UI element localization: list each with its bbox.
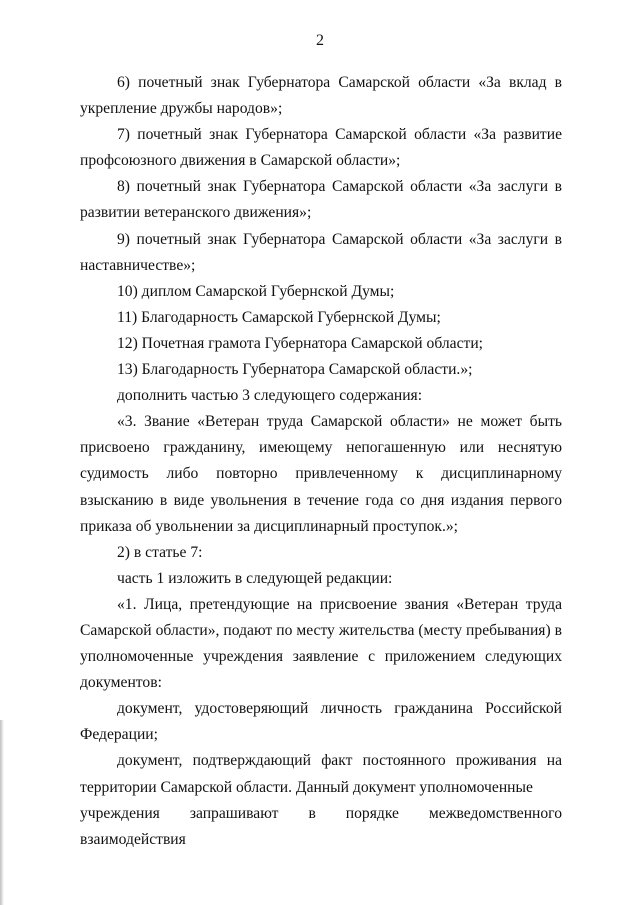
paragraph-item-6: 6) почетный знак Губернатора Самарской области «За вклад в укрепление дружбы народов»; bbox=[80, 74, 562, 118]
paragraph-item-13: 13) Благодарность Губернатора Самарской области.»; bbox=[117, 361, 473, 379]
part-1-text: «1. Лица, претендующие на присвоение звания «Ветеран труда Самарской области», подают по месту жительства (месту пребывания) в уполномоченные учреждения заявление с приложением следующих документов: bbox=[80, 595, 562, 692]
document-identity: документ, удостоверяющий личность гражданина Российской Федерации; bbox=[80, 700, 562, 744]
document-body bbox=[80, 70, 562, 853]
document-residence: документ, подтверждающий факт постоянного проживания на территории Самарской области. Данный документ уполномоченные bbox=[80, 752, 562, 796]
paragraph-item-10: 10) диплом Самарской Губернской Думы; bbox=[117, 282, 395, 300]
page-number: 2 bbox=[316, 32, 324, 49]
amendment-instruction-part-1: часть 1 изложить в следующей редакции: bbox=[117, 569, 393, 587]
paragraph-item-9: 9) почетный знак Губернатора Самарской области «За заслуги в наставничестве»; bbox=[80, 230, 562, 274]
article-7-heading: 2) в статье 7: bbox=[117, 543, 203, 561]
paragraph-item-8: 8) почетный знак Губернатора Самарской области «За заслуги в развитии ветеранского движения»; bbox=[80, 178, 562, 222]
part-3-text: «3. Звание «Ветеран труда Самарской области» не может быть присвоено гражданину, имеющему непогашенную или неснятую судимость либо повторно привлеченному к дисциплинарному взысканию в виде увольнения в течение года со дня издания первого приказа об увольнении за дисциплинарный проступок.»; bbox=[80, 413, 562, 535]
paragraph-item-7: 7) почетный знак Губернатора Самарской области «За развитие профсоюзного движения в Самарской области»; bbox=[80, 126, 562, 170]
paragraph-item-12: 12) Почетная грамота Губернатора Самарской области; bbox=[117, 334, 484, 352]
paragraph-item-11: 11) Благодарность Самарской Губернской Думы; bbox=[117, 308, 441, 326]
amendment-instruction-part-3: дополнить частью 3 следующего содержания: bbox=[117, 387, 423, 405]
scan-edge-shadow bbox=[0, 720, 4, 905]
document-residence-continued: учреждения запрашивают в порядке межведомственного взаимодействия bbox=[80, 804, 562, 848]
